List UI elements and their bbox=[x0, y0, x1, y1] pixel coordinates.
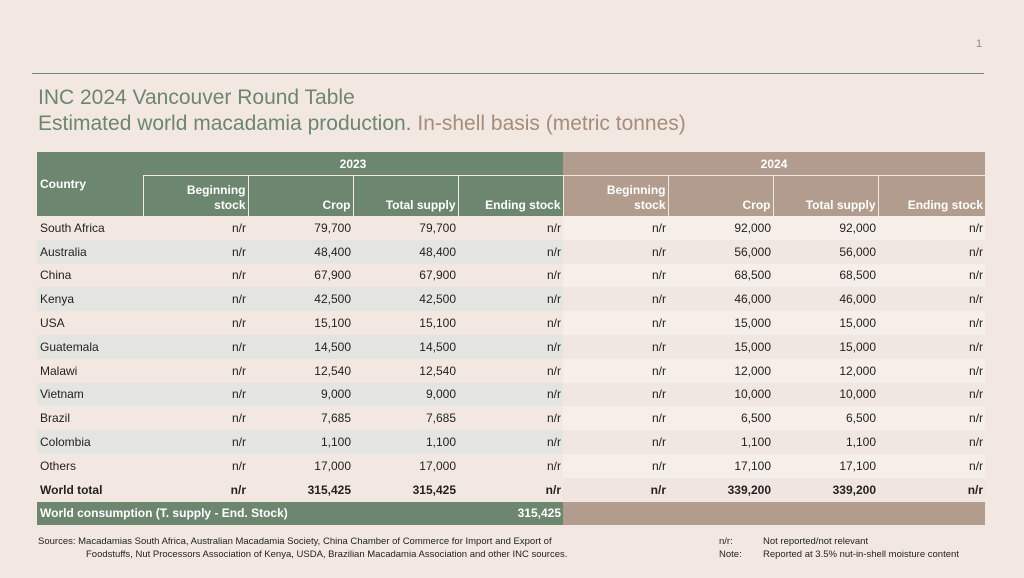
value-cell-2023: 48,400 bbox=[248, 240, 353, 264]
value-cell-2023: 1,100 bbox=[353, 430, 458, 454]
value-cell-2024: 46,000 bbox=[668, 287, 773, 311]
sources-line-1: Sources: Macadamias South Africa, Australian Macadamia Society, China Chamber of Commerce for Import and Export of bbox=[38, 536, 552, 547]
value-cell-2023: 17,000 bbox=[353, 454, 458, 478]
consumption-label: World consumption (T. supply - End. Stock) bbox=[37, 502, 458, 525]
value-cell-2023: 48,400 bbox=[353, 240, 458, 264]
value-cell-2023: n/r bbox=[143, 335, 248, 359]
value-cell-2024: n/r bbox=[878, 383, 985, 407]
value-cell-2023: n/r bbox=[143, 264, 248, 288]
value-cell-2023: 42,500 bbox=[248, 287, 353, 311]
value-cell-2024: 15,000 bbox=[773, 335, 878, 359]
value-cell-2024: n/r bbox=[878, 359, 985, 383]
country-cell: Brazil bbox=[37, 406, 143, 430]
consumption-2024-blank bbox=[563, 502, 985, 525]
value-cell-2023: 17,000 bbox=[248, 454, 353, 478]
value-cell-2023: 315,425 bbox=[353, 478, 458, 502]
title-line-1: INC 2024 Vancouver Round Table bbox=[38, 86, 355, 109]
value-cell-2024: n/r bbox=[563, 406, 668, 430]
table-row bbox=[37, 264, 985, 288]
value-cell-2023: 79,700 bbox=[248, 216, 353, 240]
value-cell-2023: 14,500 bbox=[248, 335, 353, 359]
country-cell: Kenya bbox=[37, 287, 143, 311]
value-cell-2023: 67,900 bbox=[248, 264, 353, 288]
value-cell-2024: n/r bbox=[563, 454, 668, 478]
value-cell-2023: n/r bbox=[143, 359, 248, 383]
value-cell-2023: n/r bbox=[458, 287, 563, 311]
value-cell-2024: 15,000 bbox=[773, 311, 878, 335]
value-cell-2023: 12,540 bbox=[353, 359, 458, 383]
legend-note bbox=[719, 535, 959, 561]
value-cell-2023: 1,100 bbox=[248, 430, 353, 454]
table-row bbox=[37, 359, 985, 383]
value-cell-2024: n/r bbox=[878, 454, 985, 478]
value-cell-2024: 46,000 bbox=[773, 287, 878, 311]
table-row bbox=[37, 240, 985, 264]
table-row bbox=[37, 335, 985, 359]
value-cell-2023: n/r bbox=[143, 478, 248, 502]
top-divider bbox=[32, 73, 984, 74]
value-cell-2024: 15,000 bbox=[668, 311, 773, 335]
table-row bbox=[37, 287, 985, 311]
legend-nr: n/r: Not reported/not relevant bbox=[719, 536, 869, 547]
table-row bbox=[37, 406, 985, 430]
value-cell-2024: n/r bbox=[878, 264, 985, 288]
value-cell-2023: 15,100 bbox=[248, 311, 353, 335]
value-cell-2024: 1,100 bbox=[668, 430, 773, 454]
year-2023-header: 2023 bbox=[143, 152, 563, 176]
value-cell-2023: n/r bbox=[143, 454, 248, 478]
legend-note-line: Note: Reported at 3.5% nut-in-shell moisture content bbox=[719, 549, 959, 560]
subheader-2024-3: Ending stock bbox=[878, 176, 985, 217]
value-cell-2024: 17,100 bbox=[773, 454, 878, 478]
value-cell-2023: n/r bbox=[458, 335, 563, 359]
title-main: Estimated world macadamia production. bbox=[38, 112, 412, 135]
value-cell-2024: 92,000 bbox=[773, 216, 878, 240]
value-cell-2024: 68,500 bbox=[773, 264, 878, 288]
sources-line-2: Foodstuffs, Nut Processors Association of Kenya, USDA, Brazilian Macadamia Association and other INC sources. bbox=[86, 549, 568, 560]
subheader-2024-0: Beginning stock bbox=[563, 176, 668, 217]
value-cell-2024: n/r bbox=[878, 478, 985, 502]
value-cell-2024: 56,000 bbox=[773, 240, 878, 264]
value-cell-2023: n/r bbox=[458, 216, 563, 240]
value-cell-2024: 10,000 bbox=[773, 383, 878, 407]
value-cell-2023: 315,425 bbox=[248, 478, 353, 502]
value-cell-2023: n/r bbox=[143, 287, 248, 311]
value-cell-2024: 92,000 bbox=[668, 216, 773, 240]
value-cell-2024: n/r bbox=[878, 240, 985, 264]
value-cell-2023: n/r bbox=[143, 216, 248, 240]
subheader-2023-3: Ending stock bbox=[458, 176, 563, 217]
value-cell-2024: 6,500 bbox=[773, 406, 878, 430]
country-cell: South Africa bbox=[37, 216, 143, 240]
value-cell-2024: 56,000 bbox=[668, 240, 773, 264]
value-cell-2024: n/r bbox=[563, 264, 668, 288]
value-cell-2024: n/r bbox=[563, 383, 668, 407]
value-cell-2024: 68,500 bbox=[668, 264, 773, 288]
consumption-value: 315,425 bbox=[458, 502, 563, 525]
value-cell-2024: 15,000 bbox=[668, 335, 773, 359]
country-cell: Australia bbox=[37, 240, 143, 264]
value-cell-2023: n/r bbox=[458, 311, 563, 335]
value-cell-2023: 15,100 bbox=[353, 311, 458, 335]
value-cell-2023: n/r bbox=[458, 264, 563, 288]
page-number: 1 bbox=[976, 38, 983, 50]
value-cell-2023: 9,000 bbox=[248, 383, 353, 407]
value-cell-2023: n/r bbox=[143, 430, 248, 454]
subheader-2024-1: Crop bbox=[668, 176, 773, 217]
production-table bbox=[37, 152, 985, 525]
table-row bbox=[37, 216, 985, 240]
subheader-2024-2: Total supply bbox=[773, 176, 878, 217]
table-row bbox=[37, 383, 985, 407]
value-cell-2023: n/r bbox=[458, 359, 563, 383]
country-cell: Vietnam bbox=[37, 383, 143, 407]
value-cell-2023: 67,900 bbox=[353, 264, 458, 288]
value-cell-2024: 17,100 bbox=[668, 454, 773, 478]
value-cell-2024: 339,200 bbox=[668, 478, 773, 502]
value-cell-2024: n/r bbox=[878, 216, 985, 240]
value-cell-2023: n/r bbox=[458, 454, 563, 478]
value-cell-2024: 12,000 bbox=[668, 359, 773, 383]
value-cell-2024: n/r bbox=[878, 311, 985, 335]
value-cell-2023: 7,685 bbox=[353, 406, 458, 430]
value-cell-2023: n/r bbox=[458, 478, 563, 502]
subheader-2023-0: Beginning stock bbox=[143, 176, 248, 217]
country-cell: Colombia bbox=[37, 430, 143, 454]
table-row bbox=[37, 430, 985, 454]
value-cell-2024: n/r bbox=[563, 335, 668, 359]
value-cell-2023: n/r bbox=[458, 430, 563, 454]
subheader-2023-1: Crop bbox=[248, 176, 353, 217]
value-cell-2024: n/r bbox=[878, 335, 985, 359]
value-cell-2024: n/r bbox=[563, 430, 668, 454]
value-cell-2023: n/r bbox=[143, 383, 248, 407]
value-cell-2024: 12,000 bbox=[773, 359, 878, 383]
value-cell-2023: 14,500 bbox=[353, 335, 458, 359]
table-row bbox=[37, 311, 985, 335]
value-cell-2024: n/r bbox=[878, 406, 985, 430]
total-row bbox=[37, 478, 985, 502]
title-subtitle: In-shell basis (metric tonnes) bbox=[417, 112, 686, 135]
value-cell-2024: n/r bbox=[878, 287, 985, 311]
value-cell-2024: n/r bbox=[878, 430, 985, 454]
country-cell: Malawi bbox=[37, 359, 143, 383]
sources-note bbox=[38, 535, 638, 561]
value-cell-2023: 79,700 bbox=[353, 216, 458, 240]
value-cell-2024: 1,100 bbox=[773, 430, 878, 454]
value-cell-2023: n/r bbox=[143, 311, 248, 335]
value-cell-2024: n/r bbox=[563, 216, 668, 240]
country-header: Country bbox=[37, 152, 143, 216]
value-cell-2023: 12,540 bbox=[248, 359, 353, 383]
value-cell-2024: n/r bbox=[563, 287, 668, 311]
value-cell-2024: n/r bbox=[563, 240, 668, 264]
value-cell-2023: 9,000 bbox=[353, 383, 458, 407]
value-cell-2023: 7,685 bbox=[248, 406, 353, 430]
country-cell: USA bbox=[37, 311, 143, 335]
value-cell-2024: 10,000 bbox=[668, 383, 773, 407]
value-cell-2024: n/r bbox=[563, 311, 668, 335]
subheader-2023-2: Total supply bbox=[353, 176, 458, 217]
value-cell-2024: 6,500 bbox=[668, 406, 773, 430]
value-cell-2024: 339,200 bbox=[773, 478, 878, 502]
value-cell-2023: n/r bbox=[458, 406, 563, 430]
country-cell: China bbox=[37, 264, 143, 288]
title-line-2 bbox=[38, 112, 686, 136]
value-cell-2023: n/r bbox=[143, 240, 248, 264]
value-cell-2024: n/r bbox=[563, 478, 668, 502]
consumption-row bbox=[37, 502, 985, 525]
value-cell-2023: n/r bbox=[458, 240, 563, 264]
table-row bbox=[37, 454, 985, 478]
country-cell: World total bbox=[37, 478, 143, 502]
value-cell-2023: 42,500 bbox=[353, 287, 458, 311]
value-cell-2023: n/r bbox=[458, 383, 563, 407]
country-cell: Guatemala bbox=[37, 335, 143, 359]
year-2024-header: 2024 bbox=[563, 152, 985, 176]
value-cell-2024: n/r bbox=[563, 359, 668, 383]
value-cell-2023: n/r bbox=[143, 406, 248, 430]
country-cell: Others bbox=[37, 454, 143, 478]
